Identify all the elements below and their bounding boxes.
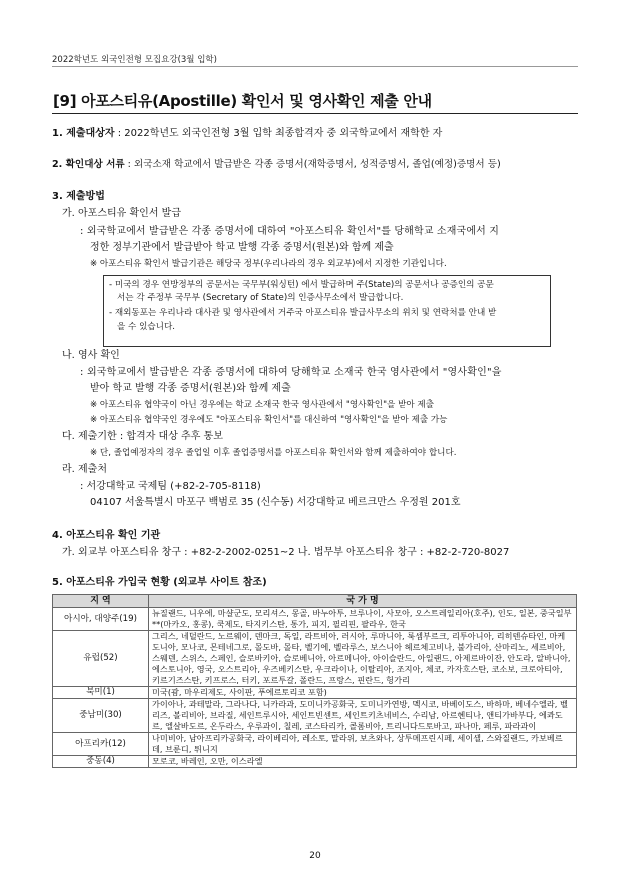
section-2-text: : 외국소재 학교에서 발급받은 각종 증명서(재학증명서, 성적증명서, 졸업(예정)증명서 등): [127, 159, 501, 170]
section-4-contacts: 가. 외교부 아포스티유 창구 : +82-2-2002-0251~2 나. 법무부 아포스티유 창구 : +82-2-720-8027: [62, 547, 510, 558]
section-3c-note: ※ 단, 졸업예정자의 경우 졸업일 이후 졸업증명서를 아포스티유 확인서와 함께 제출하여야 합니다.: [90, 448, 457, 458]
section-3b-note1: ※ 아포스티유 협약국이 아닌 경우에는 학교 소재국 한국 영사관에서 "영사확인"을 받아 제출: [90, 400, 435, 410]
section-3d-title: 라. 제출처: [62, 464, 107, 475]
countries-cell: 미국(괌, 마우리제도, 사이판, 푸에르토리코 포함): [149, 687, 577, 699]
table-row: [53, 608, 577, 631]
info-box-line1: - 미국의 경우 연방정부의 공문서는 국무부(워싱턴) 에서 발급하며 주(State)의 공문서나 공증인의 공문: [109, 280, 494, 290]
section-3d-line2: 04107 서울특별시 마포구 백범로 35 (신수동) 서강대학교 베르크만스 우정원 201호: [90, 497, 461, 508]
info-box-line2: 서는 각 주정부 국무부 (Secretary of State)의 인증사무소에서 발급합니다.: [117, 293, 404, 303]
countries-cell: 가이아나, 과테말라, 그라나다, 니카라과, 도미니카공화국, 도미니카연방, 멕시코, 바베이도스, 바하마, 베네수엘라, 벨리즈, 볼리비아, 브라질, 세인트루시아, 세인트빈센트, 세인트키츠네비스, 수리남, 아르헨티나, 앤티가바부다, 에콰도르, 엘살바도르, 온두라스, 우루과이, 칠레, 코스타리카, 콜롬비아, 트리니다드토바고, 파나마, 페루, 파라과이: [149, 699, 577, 733]
info-box-line4: 을 수 있습니다.: [117, 322, 176, 332]
section-4-label: 4. 아포스티유 확인 기관: [52, 530, 161, 541]
section-1-text: : 2022학년도 외국인전형 3월 입학 최종합격자 중 외국학교에서 재학한 자: [117, 128, 443, 139]
countries-cell: 뉴질랜드, 니우에, 마샬군도, 모리셔스, 몽골, 바누아투, 브루나이, 사모아, 오스트레일리아(호주), 인도, 일본, 중국일부**(마카오, 홍콩), 쿡제도, 타지키스탄, 통가, 피지, 필리핀, 팔라우, 한국: [149, 608, 577, 631]
page-number: 20: [309, 851, 321, 861]
column-header-countries: 국 가 명: [149, 595, 577, 608]
apostille-countries-table: [52, 594, 577, 768]
table-row: [53, 687, 577, 699]
region-cell: 중동(4): [53, 756, 149, 768]
section-3a-title: 가. 아포스티유 확인서 발급: [62, 208, 181, 219]
table-row: [53, 733, 577, 756]
running-header: 2022학년도 외국인전형 모집요강(3월 입학): [52, 55, 217, 65]
section-2: [52, 158, 501, 171]
section-3b-line2: 받아 학교 발행 각종 증명서(원본)와 함께 제출: [90, 383, 291, 394]
column-header-region: 지 역: [53, 595, 149, 608]
header-rule: [52, 66, 578, 67]
title-rule: [52, 113, 578, 114]
countries-cell: 나미비아, 남아프리카공화국, 라이베리아, 레소토, 말라위, 보츠와나, 상투메프린시페, 세이셸, 스와질랜드, 카보베르데, 브룬디, 튀니지: [149, 733, 577, 756]
section-3-label: 3. 제출방법: [52, 191, 105, 202]
section-3d-line1: : 서강대학교 국제팀 (+82-2-705-8118): [80, 481, 261, 492]
region-cell: 중남미(30): [53, 699, 149, 733]
info-box: [103, 275, 551, 347]
table-header-row: [53, 595, 577, 608]
region-cell: 유럽(52): [53, 631, 149, 687]
region-cell: 아프리카(12): [53, 733, 149, 756]
section-1-label: 1. 제출대상자: [52, 128, 115, 139]
info-box-line3: - 재외동포는 우리나라 대사관 및 영사관에서 거주국 아포스티유 발급사무소의 위치 및 연락처를 안내 받: [109, 308, 497, 318]
region-cell: 북미(1): [53, 687, 149, 699]
section-3b-line1: : 외국학교에서 발급받은 각종 증명서에 대하여 당해학교 소재국 한국 영사관에서 "영사확인"을: [80, 367, 502, 378]
section-3a-line1: : 외국학교에서 발급받은 각종 증명서에 대하여 "아포스티유 확인서"를 당해학교 소재국에서 지: [80, 226, 500, 237]
countries-cell: 모로코, 바레인, 오만, 이스라엘: [149, 756, 577, 768]
table-row: [53, 756, 577, 768]
section-3a-note: ※ 아포스티유 확인서 발급기관은 해당국 정부(우리나라의 경우 외교부)에서 지정한 기관입니다.: [90, 259, 447, 269]
region-cell: 아시아, 대양주(19): [53, 608, 149, 631]
table-row: [53, 631, 577, 687]
table-row: [53, 699, 577, 733]
section-1: [52, 127, 442, 140]
section-3c-deadline: 다. 제출기한 : 합격자 대상 추후 통보: [62, 431, 223, 442]
section-5-label: 5. 아포스티유 가입국 현황 (외교부 사이트 참조): [52, 577, 267, 588]
section-3a-line2: 정한 정부기관에서 발급받아 학교 발행 각종 증명서(원본)와 함께 제출: [90, 242, 394, 253]
page-title: [9] 아포스티유(Apostille) 확인서 및 영사확인 제출 안내: [53, 92, 432, 110]
countries-cell: 그리스, 네덜란드, 노르웨이, 덴마크, 독일, 라트비아, 러시아, 루마니아, 룩셈부르크, 리투아니아, 리히텐슈타인, 마케도니아, 모나코, 몬테네그로, 몰도바, 몰타, 벨기에, 벨라루스, 보스니아 헤르체고비나, 불가리아, 산마리노, 세르비아, 스웨덴, 스위스, 스페인, 슬로바키아, 슬로베니아, 아르메니아, 아이슬란드, 아일랜드, 아제르바이잔, 안도라, 알바니아, 에스토니아, 영국, 오스트리아, 우즈베키스탄, 우크라이나, 이탈리아, 조지아, 체코, 카자흐스탄, 코소보, 크로아티아, 키르기즈스탄, 키프로스, 터키, 포르투갈, 폴란드, 프랑스, 핀란드, 헝가리: [149, 631, 577, 687]
section-3b-note2: ※ 아포스티유 협약국인 경우에도 "아포스티유 확인서"를 대신하여 "영사확인"을 받아 제출 가능: [90, 415, 448, 425]
section-3b-title: 나. 영사 확인: [62, 350, 120, 361]
section-2-label: 2. 확인대상 서류: [52, 159, 125, 170]
